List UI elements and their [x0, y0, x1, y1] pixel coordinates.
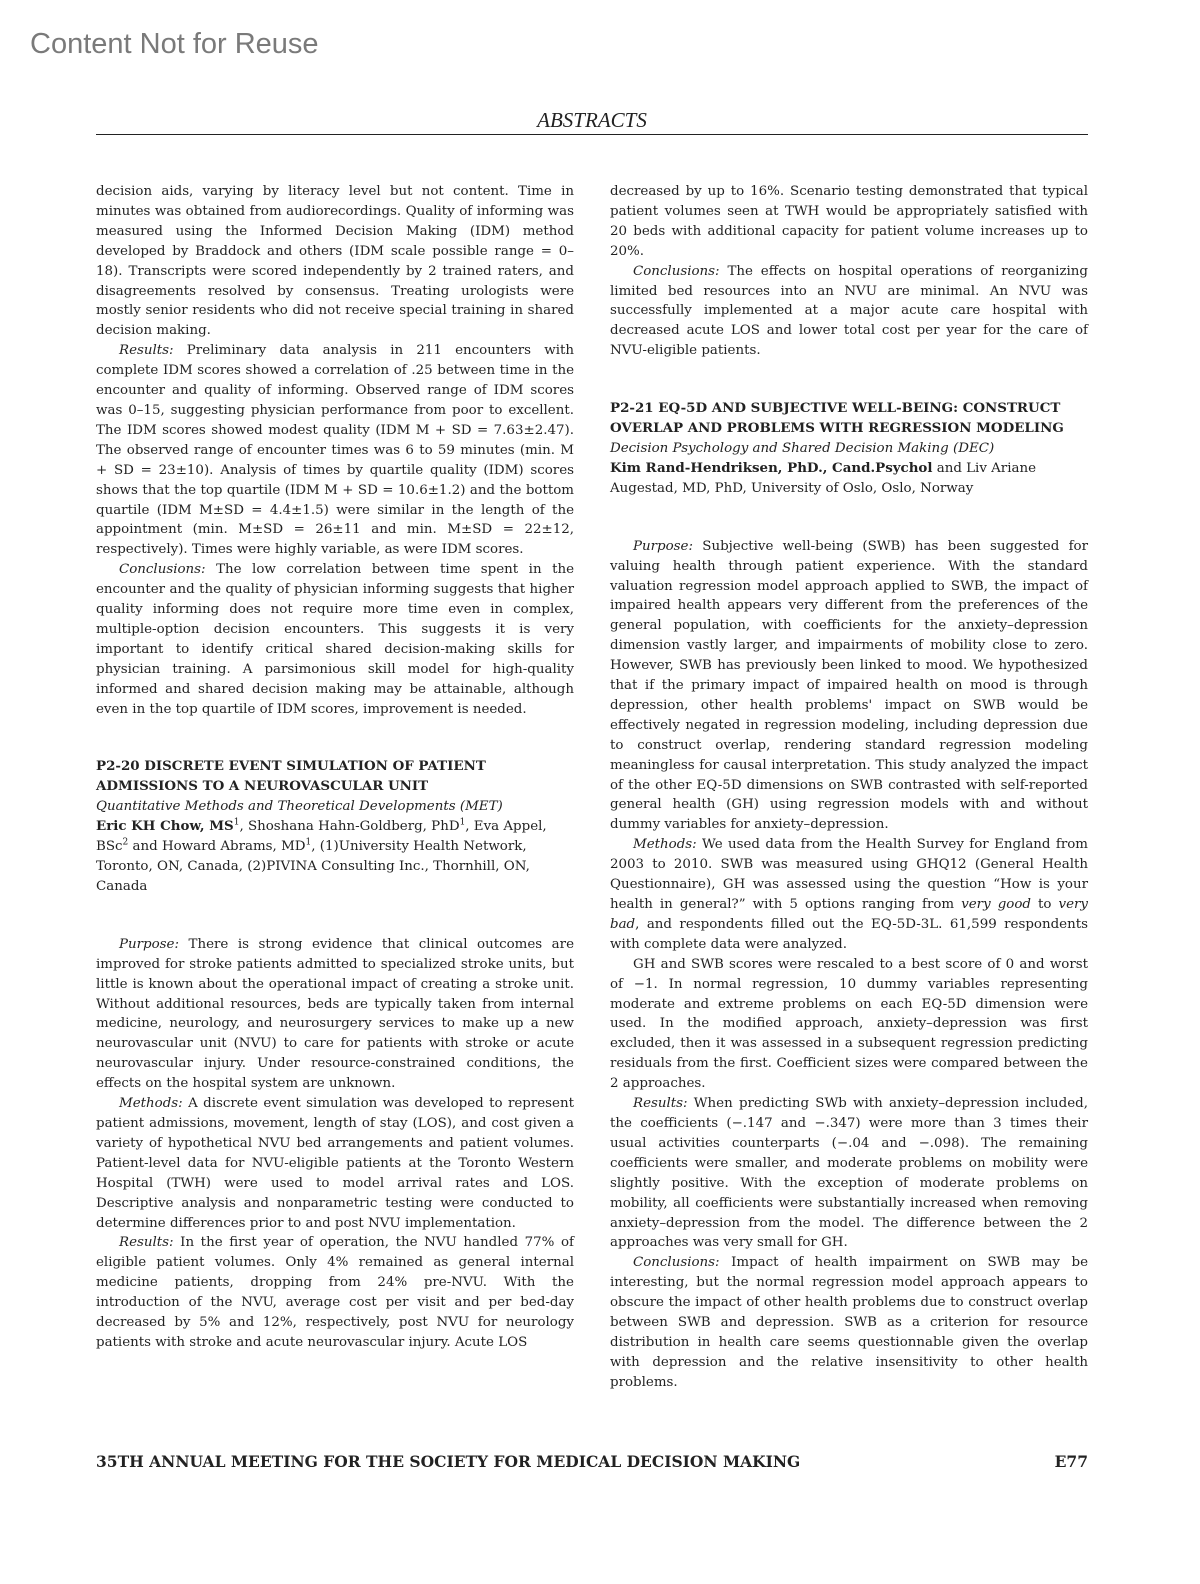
methods-text: We used data from the Health Survey for England from 2003 to 2010. SWB was measured using GHQ12 (General Health Questionnaire), GH was assessed using the question “How is your health in general?” with 5 options ranging from	[610, 837, 1088, 912]
conclusions-label: Conclusions:	[633, 263, 720, 279]
methods-paragraph	[610, 835, 1088, 954]
abstract-category-p2-20: Quantitative Methods and Theoretical Developments (MET)	[96, 799, 503, 815]
continued-results-paragraph: decreased by up to 16%. Scenario testing demonstrated that typical patient volumes seen at TWH would be appropriately satisfied with 20 beds with additional capacity for patient volume increases up to 20%.	[610, 184, 1088, 259]
methods-label: Methods:	[119, 1096, 183, 1112]
results-text: When predicting SWb with anxiety–depression included, the coefficients (−.147 and −.347) were more than 3 times their usual activities counterparts (−.04 and −.098). The remaining coefficients were smaller, and moderate problems on mobility were slightly positive. With the exception of moderate problems on mobility, all coefficients were substantially increased when removing anxiety–depression from the model. The difference between the 2 approaches was very small for GH.	[610, 1096, 1088, 1251]
methods-paragraph	[96, 1094, 574, 1233]
authors-p2-20	[96, 817, 574, 897]
conclusions-text: Impact of health impairment on SWB may be interesting, but the normal regression model approach appears to obscure the impact of other health problems due to construct overlap between SWB and depression. SWB as a criterion for resource distribution in health care seems questionnable given the overlap with depression and the relative insensitivity to other health problems.	[610, 1255, 1088, 1390]
purpose-paragraph	[610, 537, 1088, 836]
methods-text: A discrete event simulation was developed to represent patient admissions, movement, length of stay (LOS), and cost given a variety of hypothetical NVU bed arrangements and patient volumes. Patient-level data for NVU-eligible patients at the Toronto Western Hospital (TWH) were used to model arrival rates and LOS. Descriptive analysis and nonparametric testing were conducted to determine differences prior to and post NVU implementation.	[96, 1096, 574, 1231]
methods-emphasis: very good	[961, 897, 1031, 912]
lead-author: Eric KH Chow, MS	[96, 818, 234, 835]
section-spacer	[610, 499, 1088, 537]
author-names: and Liv Ariane Augestad, MD, PhD, University of Oslo, Oslo, Norway	[610, 460, 1037, 496]
conclusions-paragraph	[610, 262, 1088, 362]
purpose-text: There is strong evidence that clinical outcomes are improved for stroke patients admitted to specialized stroke units, but little is known about the operational impact of creating a stroke unit. Without additional resources, beds are typically taken from internal medicine, neurology, and neurosurgery services to make up a new neurovascular unit (NVU) to care for patients with stroke or acute neurovascular injury. Under resource-constrained conditions, the effects on the hospital system are unknown.	[96, 936, 574, 1092]
section-spacer	[610, 361, 1088, 399]
results-text: Preliminary data analysis in 211 encounters with complete IDM scores showed a correlation of .25 between time in the encounter and quality of informing. Observed range of IDM scores was 0–15, suggesting physician performance from poor to excellent. The IDM scores showed modest quality (IDM M + SD = 7.63±2.47). The observed range of encounter times was 6 to 59 minutes (min. M + SD = 23±10). Analysis of times by quartile quality (IDM) scores shows that the top quartile (IDM M + SD = 10.6±1.2) and the bottom quartile (IDM M±SD = 4.4±1.5) were similar in the length of the appointment (min. M±SD = 26±11 and min. M±SD = 22±12, respectively). Times were highly variable, as were IDM scores.	[96, 343, 575, 558]
page-number: E77	[1054, 1452, 1088, 1471]
journal-footer-title: 35TH ANNUAL MEETING FOR THE SOCIETY FOR MEDICAL DECISION MAKING	[96, 1452, 801, 1471]
methods-text: , and respondents filled out the EQ-5D-3L. 61,599 respondents with complete data were analyzed.	[610, 916, 1088, 952]
purpose-label: Purpose:	[119, 936, 179, 952]
watermark: Content Not for Reuse	[30, 28, 319, 60]
purpose-label: Purpose:	[633, 538, 693, 554]
author-affiliation-sup: 1	[459, 817, 466, 828]
results-label: Results:	[119, 1235, 174, 1251]
author-affiliation-sup: 1	[233, 817, 240, 828]
continued-methods-paragraph: decision aids, varying by literacy level but not content. Time in minutes was obtained from audiorecordings. Quality of informing was measured using the Informed Decision Making (IDM) method developed by Braddock and others (IDM scale possible range = 0–18). Transcripts were scored independently by 2 trained raters, and disagreements resolved by consensus. Treating urologists were mostly senior residents who did not receive special training in shared decision making.	[96, 184, 574, 339]
lead-author: Kim Rand-Hendriksen, PhD., Cand.Psychol	[610, 459, 933, 476]
results-paragraph	[610, 1094, 1088, 1253]
abstract-title-p2-20: P2-20 DISCRETE EVENT SIMULATION OF PATIENT ADMISSIONS TO A NEUROVASCULAR UNIT	[96, 758, 486, 795]
results-label: Results:	[633, 1096, 688, 1112]
results-label: Results:	[119, 343, 174, 359]
abstract-title-p2-21: P2-21 EQ-5D AND SUBJECTIVE WELL-BEING: CONSTRUCT OVERLAP AND PROBLEMS WITH REGRESSION MODELING	[610, 400, 1064, 437]
conclusions-label: Conclusions:	[119, 562, 206, 578]
authors-p2-21	[610, 459, 1088, 499]
section-spacer	[96, 897, 574, 935]
left-column	[96, 182, 574, 1353]
conclusions-paragraph	[610, 1253, 1088, 1392]
purpose-paragraph	[96, 935, 574, 1094]
methods-text: to	[1030, 897, 1059, 912]
header-rule	[96, 134, 1088, 135]
conclusions-label: Conclusions:	[633, 1255, 720, 1271]
abstract-category-p2-21: Decision Psychology and Shared Decision Making (DEC)	[610, 440, 995, 456]
affiliations: , (1)University Health Network, Toronto, ON, Canada, (2)PIVINA Consulting Inc., Thornhill, ON, Canada	[96, 839, 530, 894]
author-names: , Shoshana Hahn-Goldberg, PhD	[239, 819, 460, 835]
results-paragraph	[96, 1233, 574, 1352]
methods-label: Methods:	[633, 837, 697, 853]
author-affiliation-sup: 2	[122, 837, 129, 848]
results-paragraph	[96, 341, 574, 560]
section-spacer	[96, 719, 574, 757]
methods-emphasis: very bad	[610, 897, 1088, 932]
conclusions-text: The low correlation between time spent in the encounter and the quality of physician informing suggests that higher quality informing does not require more time even in complex, multiple-option decision encounters. This suggests it is very important to identify critical shared decision-making skills for physician training. A parsimonious skill model for high-quality informed and shared decision making may be attainable, although even in the top quartile of IDM scores, improvement is needed.	[96, 562, 574, 717]
conclusions-text: The effects on hospital operations of reorganizing limited bed resources into an NVU are minimal. An NVU was successfully implemented at a major acute care hospital with decreased acute LOS and lower total cost per year for the care of NVU-eligible patients.	[610, 263, 1088, 359]
conclusions-paragraph	[96, 560, 574, 719]
results-text: In the first year of operation, the NVU handled 77% of eligible patient volumes. Only 4% remained as general internal medicine patients, dropping from 24% pre-NVU. With the introduction of the NVU, average cost per visit and per bed-day decreased by 5% and 12%, respectively, post NVU for neurology patients with stroke and acute neurovascular injury. Acute LOS	[96, 1235, 574, 1350]
author-names: , Eva Appel, BSc	[96, 819, 547, 855]
right-column	[610, 182, 1088, 1393]
purpose-text: Subjective well-being (SWB) has been suggested for valuing health through patient experience. With the standard valuation regression model approach applied to SWB, the impact of impaired health appears very different from the preferences of the general population, with coefficients for the anxiety–depression dimension vastly larger, and impairments of mobility close to zero. However, SWB has previously been linked to mood. We hypothesized that if the primary impact of impaired health on mood is through depression, other health problems' impact on SWB would be effectively negated in regression modeling, including depression due to construct overlap, rendering standard regression modeling meaningless for causal interpretation. This study analyzed the impact of the other EQ-5D dimensions on SWB contrasted with self-reported general health (GH) using regression models with and without dummy variables for anxiety–depression.	[610, 538, 1088, 833]
author-affiliation-sup: 1	[305, 837, 312, 848]
author-names: and Howard Abrams, MD	[128, 839, 306, 855]
methods-paragraph-2: GH and SWB scores were rescaled to a best score of 0 and worst of −1. In normal regression, 10 dummy variables representing moderate and extreme problems on each EQ-5D dimension were used. In the modified approach, anxiety–depression was first excluded, then it was assessed in a subsequent regression predicting residuals from the first. Coefficient sizes were compared between the 2 approaches.	[610, 956, 1088, 1092]
running-head: ABSTRACTS	[537, 108, 647, 132]
